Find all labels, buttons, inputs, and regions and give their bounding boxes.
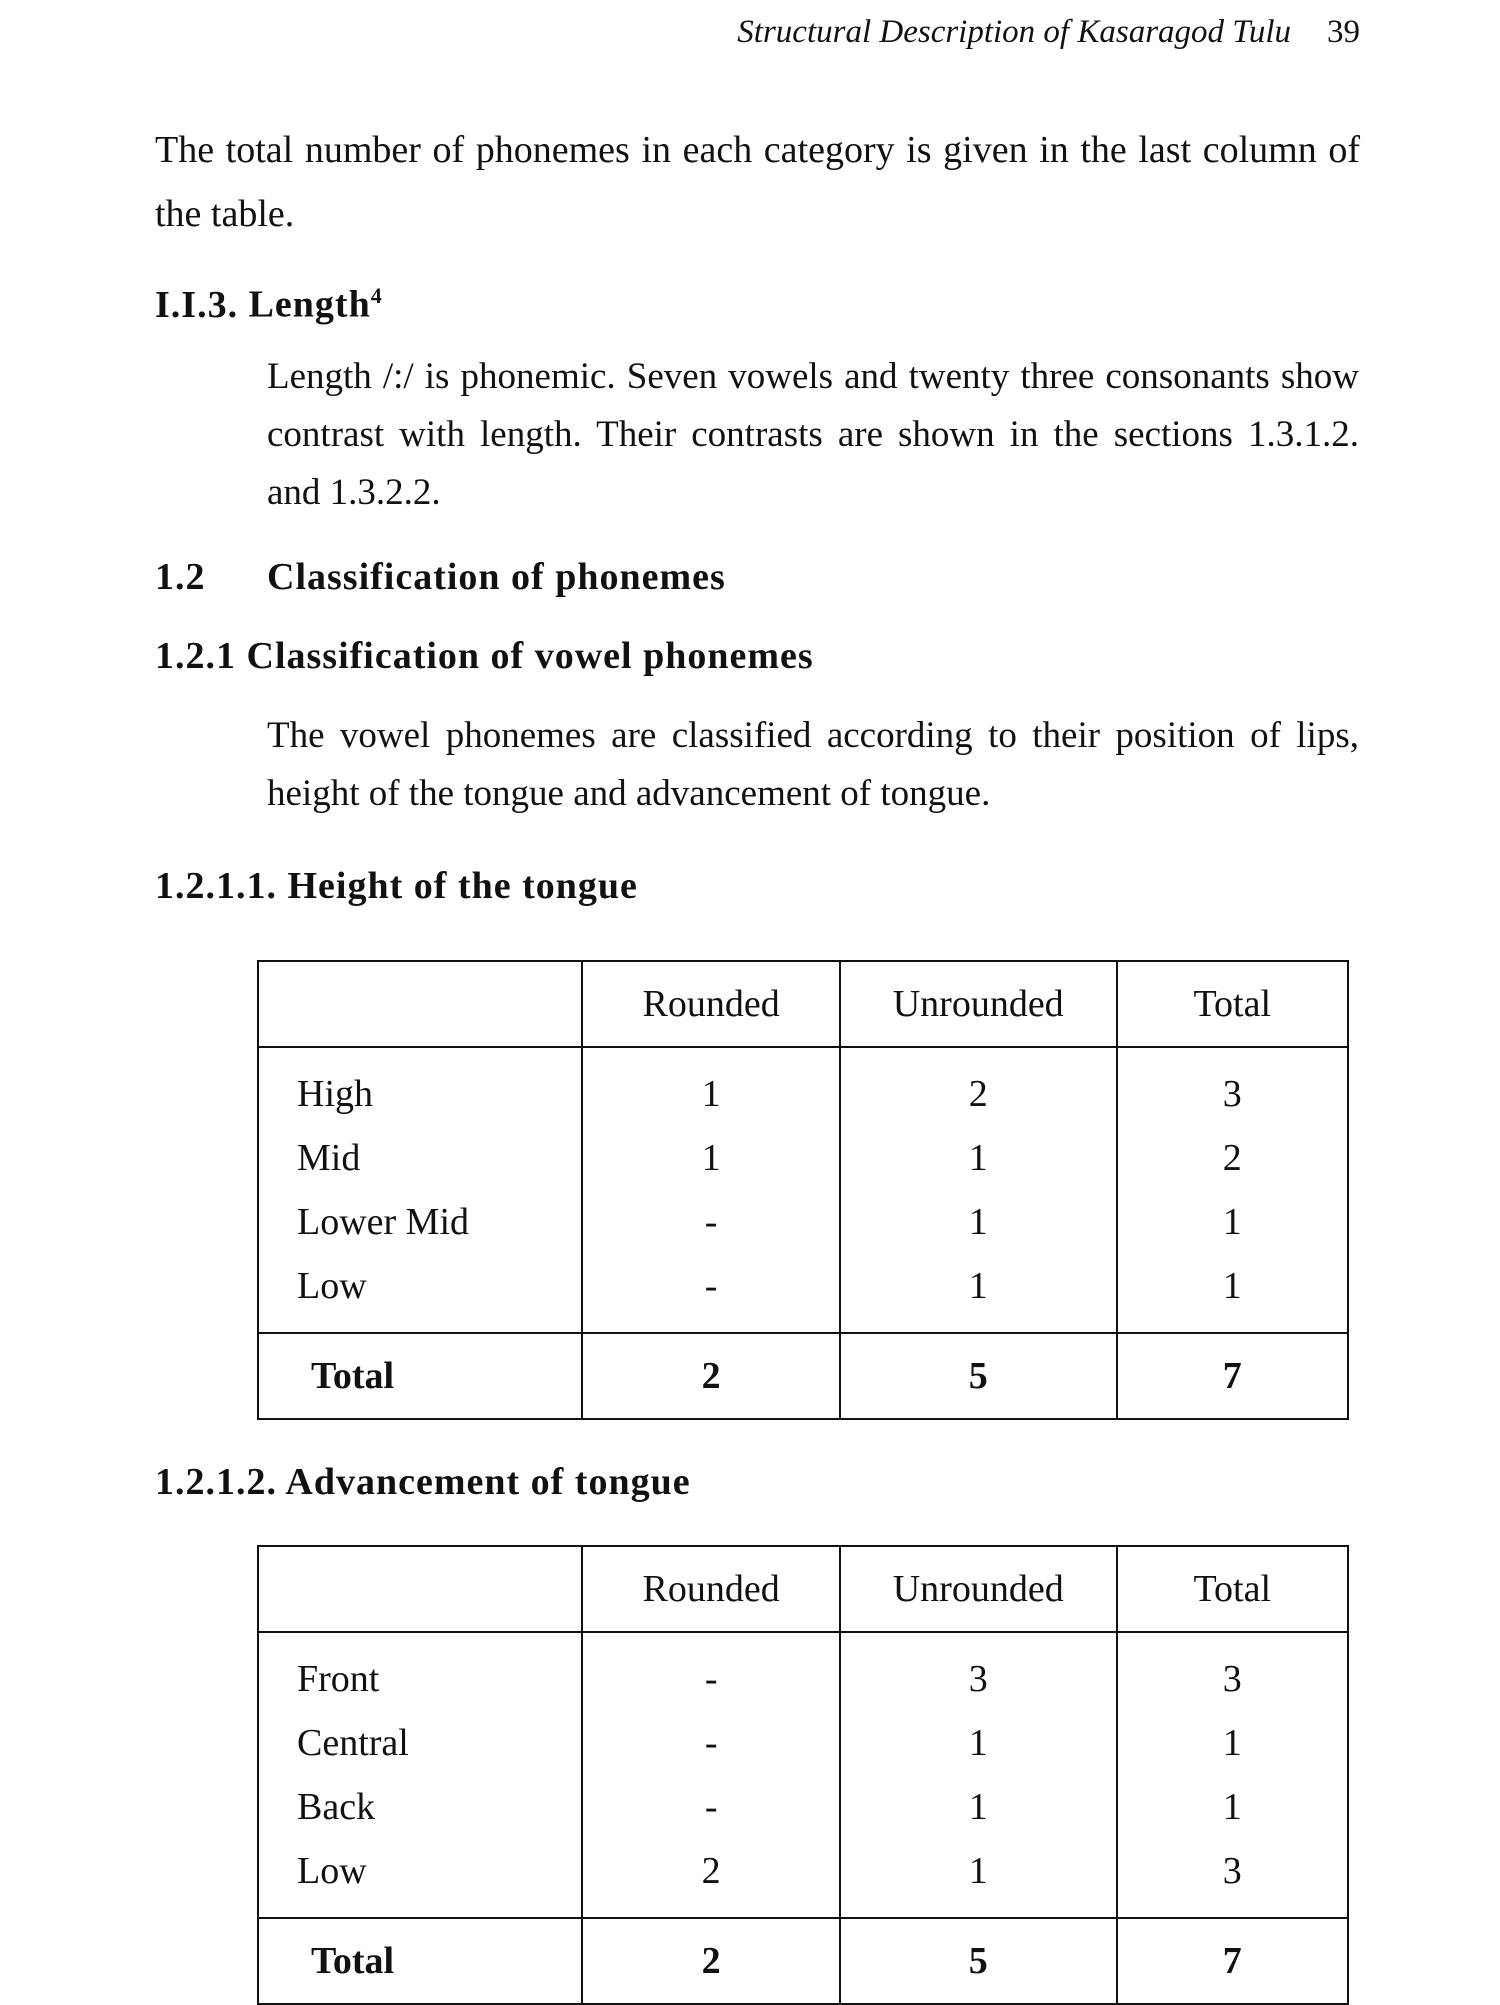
table-row	[258, 1190, 1348, 1254]
table-row	[258, 1775, 1348, 1839]
heading-classification-number: 1.2	[155, 556, 206, 598]
table-row	[258, 1254, 1348, 1333]
total-unrounded: 5	[840, 1333, 1117, 1419]
table-total-row	[258, 1918, 1348, 2004]
row-label: Low	[258, 1254, 582, 1333]
heading-vowel-title: Classification of vowel phonemes	[246, 635, 814, 677]
total-total: 7	[1117, 1918, 1348, 2004]
column-header: Total	[1117, 1546, 1348, 1632]
heading-advancement	[155, 1460, 691, 1504]
running-header	[0, 12, 1360, 52]
advancement-table	[257, 1545, 1349, 2005]
heading-classification	[155, 555, 726, 599]
heading-length-title: Length	[248, 283, 371, 326]
total-rounded: 2	[582, 1333, 840, 1419]
cell-unrounded: 3	[840, 1632, 1117, 1711]
table-row	[258, 1632, 1348, 1711]
heading-vowel-classification	[155, 634, 814, 678]
cell-total: 1	[1117, 1190, 1348, 1254]
heading-advancement-title: Advancement of tongue	[285, 1461, 691, 1503]
heading-advancement-number: 1.2.1.2.	[155, 1461, 277, 1503]
row-label: Mid	[258, 1126, 582, 1190]
cell-rounded: 2	[582, 1839, 840, 1918]
column-header: Rounded	[582, 961, 840, 1047]
vowel-paragraph: The vowel phonemes are classified according to their position of lips, height of the tongue and advancement of tongue.	[267, 715, 1359, 814]
heading-height-number: 1.2.1.1.	[155, 865, 277, 907]
heading-length-number: I.I.3.	[155, 283, 239, 326]
cell-unrounded: 1	[840, 1126, 1117, 1190]
cell-rounded: 1	[582, 1126, 840, 1190]
column-header: Unrounded	[840, 1546, 1117, 1632]
cell-total: 2	[1117, 1126, 1348, 1190]
total-label: Total	[258, 1918, 582, 2004]
length-paragraph: Length /:/ is phonemic. Seven vowels and twenty three consonants show contrast with length. Their contrasts are shown in the sections 1.3.1.2. and 1.3.2.2.	[267, 356, 1359, 513]
heading-vowel-number: 1.2.1	[155, 635, 236, 677]
row-label: Front	[258, 1632, 582, 1711]
cell-total: 1	[1117, 1775, 1348, 1839]
cell-rounded: 1	[582, 1047, 840, 1126]
heading-classification-title: Classification of phonemes	[267, 556, 726, 598]
footnote-marker: 4	[370, 283, 383, 308]
cell-total: 3	[1117, 1839, 1348, 1918]
cell-unrounded: 1	[840, 1254, 1117, 1333]
column-header	[258, 1546, 582, 1632]
column-header: Unrounded	[840, 961, 1117, 1047]
cell-unrounded: 1	[840, 1711, 1117, 1775]
running-header-title: Structural Description of Kasaragod Tulu	[737, 14, 1291, 50]
total-rounded: 2	[582, 1918, 840, 2004]
heading-height	[155, 864, 638, 908]
height-table	[257, 960, 1349, 1420]
table-header-row	[258, 1546, 1348, 1632]
cell-unrounded: 1	[840, 1775, 1117, 1839]
page-number: 39	[1327, 14, 1360, 50]
cell-rounded: -	[582, 1190, 840, 1254]
cell-total: 1	[1117, 1254, 1348, 1333]
cell-rounded: -	[582, 1775, 840, 1839]
total-total: 7	[1117, 1333, 1348, 1419]
table-total-row	[258, 1333, 1348, 1419]
column-header: Total	[1117, 961, 1348, 1047]
cell-rounded: -	[582, 1254, 840, 1333]
table-row	[258, 1839, 1348, 1918]
cell-unrounded: 1	[840, 1839, 1117, 1918]
row-label: Back	[258, 1775, 582, 1839]
row-label: Low	[258, 1839, 582, 1918]
heading-height-title: Height of the tongue	[287, 865, 638, 907]
row-label: Lower Mid	[258, 1190, 582, 1254]
cell-rounded: -	[582, 1632, 840, 1711]
heading-length	[155, 274, 383, 327]
table-row	[258, 1126, 1348, 1190]
cell-total: 3	[1117, 1632, 1348, 1711]
cell-rounded: -	[582, 1711, 840, 1775]
cell-unrounded: 1	[840, 1190, 1117, 1254]
table-row	[258, 1711, 1348, 1775]
total-unrounded: 5	[840, 1918, 1117, 2004]
total-label: Total	[258, 1333, 582, 1419]
cell-total: 1	[1117, 1711, 1348, 1775]
intro-paragraph: The total number of phonemes in each category is given in the last column of the table.	[155, 129, 1360, 235]
cell-total: 3	[1117, 1047, 1348, 1126]
table-row	[258, 1047, 1348, 1126]
table-header-row	[258, 961, 1348, 1047]
column-header: Rounded	[582, 1546, 840, 1632]
column-header	[258, 961, 582, 1047]
row-label: Central	[258, 1711, 582, 1775]
cell-unrounded: 2	[840, 1047, 1117, 1126]
row-label: High	[258, 1047, 582, 1126]
